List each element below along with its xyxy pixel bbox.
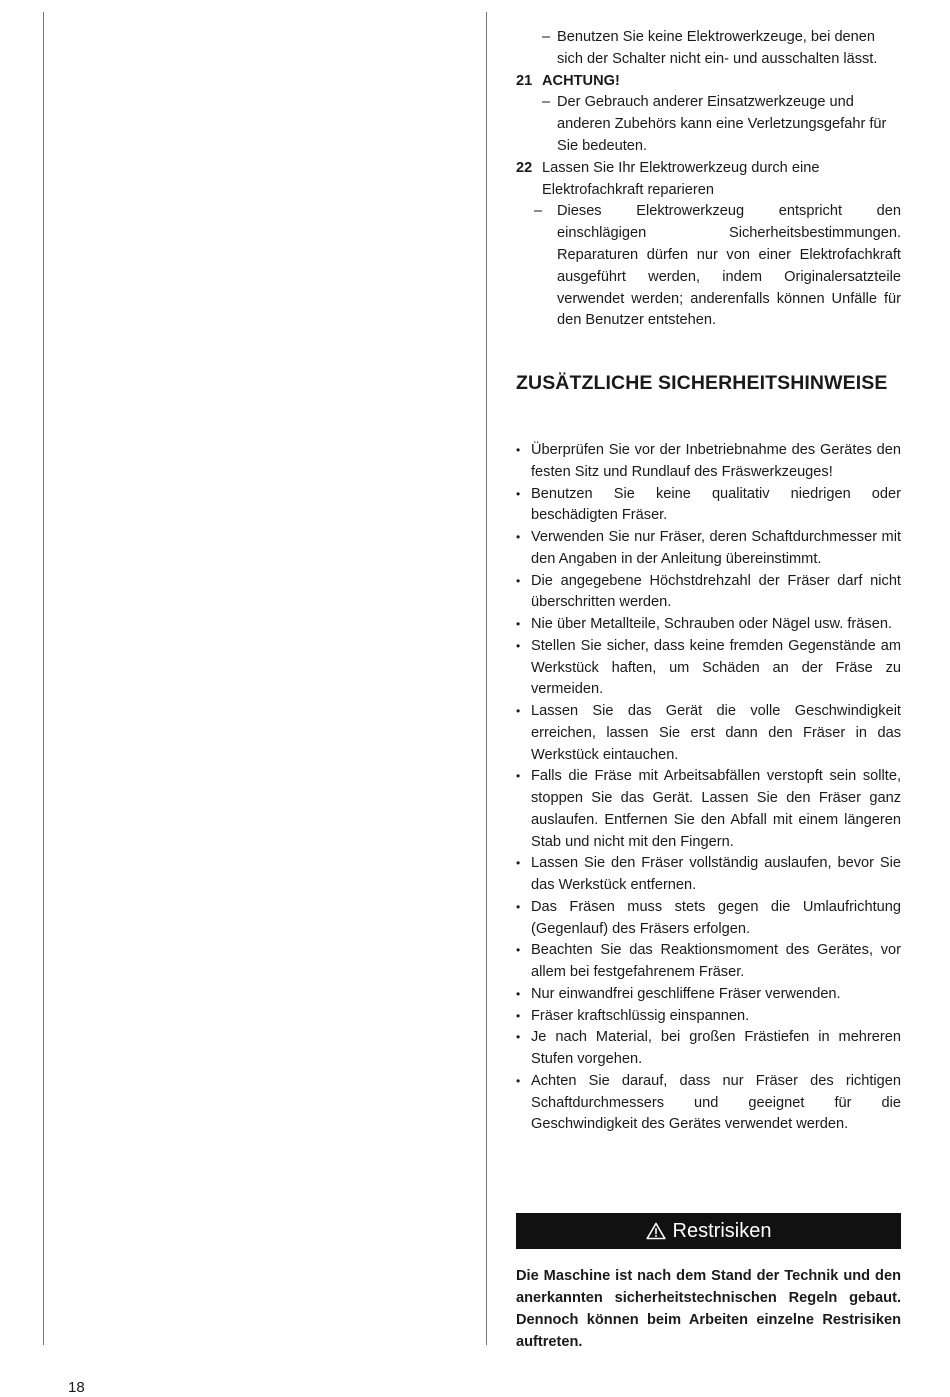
list-item-text: Beachten Sie das Reaktionsmoment des Gerätes, vor allem bei festgefahrenem Fräser. xyxy=(531,942,901,980)
list-item-text: Fräser kraftschlüssig einspannen. xyxy=(531,1007,750,1024)
list-item xyxy=(516,897,901,941)
dash-item-text: Der Gebrauch anderer Einsatzwerkzeuge und anderen Zubehörs kann eine Verletzungsgefahr für Sie bedeuten. xyxy=(557,94,887,154)
item-number: 22 xyxy=(516,159,533,176)
left-column-rule xyxy=(43,12,44,1345)
list-item-text: Je nach Material, bei großen Frästiefen in mehreren Stufen vorgehen. xyxy=(531,1029,901,1067)
list-item-text: Achten Sie darauf, dass nur Fräser des richtigen Schaftdurchmessers und geeignet für die Geschwindigkeit des Gerätes verwendet werden. xyxy=(531,1072,901,1133)
item-number: 21 xyxy=(516,72,533,89)
residual-risks-paragraph: Die Maschine ist nach dem Stand der Technik und den anerkannten sicherheitstechnischen Regeln gebaut. Dennoch können beim Arbeiten einzelne Restrisiken auftreten. xyxy=(516,1268,901,1350)
list-item-text: Das Fräsen muss stets gegen die Umlaufrichtung (Gegenlauf) des Fräsers erfolgen. xyxy=(531,898,901,937)
bullet-mark: • xyxy=(516,704,521,718)
dash-mark: – xyxy=(542,94,551,111)
list-item xyxy=(516,766,901,853)
list-item xyxy=(516,984,901,1006)
item-title: ACHTUNG! xyxy=(542,72,620,89)
list-item xyxy=(516,1071,901,1136)
dash-item xyxy=(516,27,901,71)
list-item xyxy=(516,636,901,701)
item-title: Lassen Sie Ihr Elektrowerkzeug durch eine Elektrofachkraft reparieren xyxy=(542,159,820,198)
residual-risks-banner xyxy=(516,1213,901,1249)
section-heading: ZUSÄTZLICHE SICHERHEITSHINWEISE xyxy=(516,372,888,394)
banner-title: Restrisiken xyxy=(672,1219,772,1242)
list-item-text: Überprüfen Sie vor der Inbetriebnahme des Gerätes den festen Sitz und Rundlauf des Fräswerkzeuges! xyxy=(531,442,901,480)
dash-item xyxy=(516,92,901,157)
list-item xyxy=(516,614,901,636)
bullet-mark: • xyxy=(516,1030,521,1045)
bullet-mark: • xyxy=(516,986,521,1001)
bullet-mark: • xyxy=(516,443,521,457)
list-item xyxy=(516,440,901,484)
list-item xyxy=(516,853,901,897)
list-item-text: Die angegebene Höchstdrehzahl der Fräser darf nicht überschritten werden. xyxy=(531,572,901,611)
numbered-item-22 xyxy=(516,158,901,202)
bullet-mark: • xyxy=(516,486,521,501)
bullet-mark: • xyxy=(516,943,521,958)
list-item xyxy=(516,701,901,766)
bullet-mark: • xyxy=(516,617,521,631)
numbered-item-21 xyxy=(516,71,901,93)
dash-mark: – xyxy=(542,29,551,45)
safety-bullet-list xyxy=(516,440,901,1136)
list-item xyxy=(516,940,901,984)
bullet-mark: • xyxy=(516,899,521,914)
list-item xyxy=(516,1006,901,1028)
bullet-mark: • xyxy=(516,769,521,784)
center-column-rule xyxy=(486,12,487,1345)
warning-triangle-icon xyxy=(646,1222,666,1240)
dash-mark: – xyxy=(534,203,543,220)
bullet-mark: • xyxy=(516,1008,521,1023)
list-item-text: Lassen Sie das Gerät die volle Geschwindigkeit erreichen, lassen Sie erst dann den Fräser in das Werkstück eintauchen. xyxy=(531,703,901,763)
list-item-text: Stellen Sie sicher, dass keine fremden Gegenstände am Werkstück haften, um Schäden an der Fräse zu vermeiden. xyxy=(531,637,901,698)
list-item-text: Nur einwandfrei geschliffene Fräser verwenden. xyxy=(531,985,841,1002)
list-item-text: Verwenden Sie nur Fräser, deren Schaftdurchmesser mit den Angaben in der Anleitung übereinstimmt. xyxy=(531,529,901,567)
list-item-text: Lassen Sie den Fräser vollständig auslaufen, bevor Sie das Werkstück entfernen. xyxy=(531,855,901,893)
list-item xyxy=(516,571,901,615)
dash-item xyxy=(516,201,901,332)
dash-item-text: Dieses Elektrowerkzeug entspricht den einschlägigen Sicherheitsbestimmungen. Reparaturen dürfen nur von einer Elektrofachkraft ausgeführt werden, indem Originalersatzteile verwendet werden; anderenfalls können Unfälle für den Benutzer entstehen. xyxy=(557,203,901,329)
list-item-text: Falls die Fräse mit Arbeitsabfällen verstopft sein sollte, stoppen Sie das Gerät. Lassen Sie den Fräser ganz auslaufen. Entfernen Sie den Abfall mit einem längeren Stab und nicht mit den Fingern. xyxy=(531,768,901,850)
bullet-mark: • xyxy=(516,856,521,871)
bullet-mark: • xyxy=(516,573,521,588)
page-number: 18 xyxy=(68,1379,85,1396)
list-item xyxy=(516,1027,901,1071)
list-item-text: Nie über Metallteile, Schrauben oder Nägel usw. fräsen. xyxy=(531,616,892,632)
right-column-top xyxy=(516,27,901,332)
dash-item-text: Benutzen Sie keine Elektrowerkzeuge, bei denen sich der Schalter nicht ein- und ausschalten lässt. xyxy=(557,29,878,67)
list-item-text: Benutzen Sie keine qualitativ niedrigen oder beschädigten Fräser. xyxy=(531,485,901,524)
list-item xyxy=(516,484,901,528)
list-item xyxy=(516,527,901,571)
bullet-mark: • xyxy=(516,1073,521,1088)
bullet-mark: • xyxy=(516,530,521,544)
bullet-mark: • xyxy=(516,638,521,653)
